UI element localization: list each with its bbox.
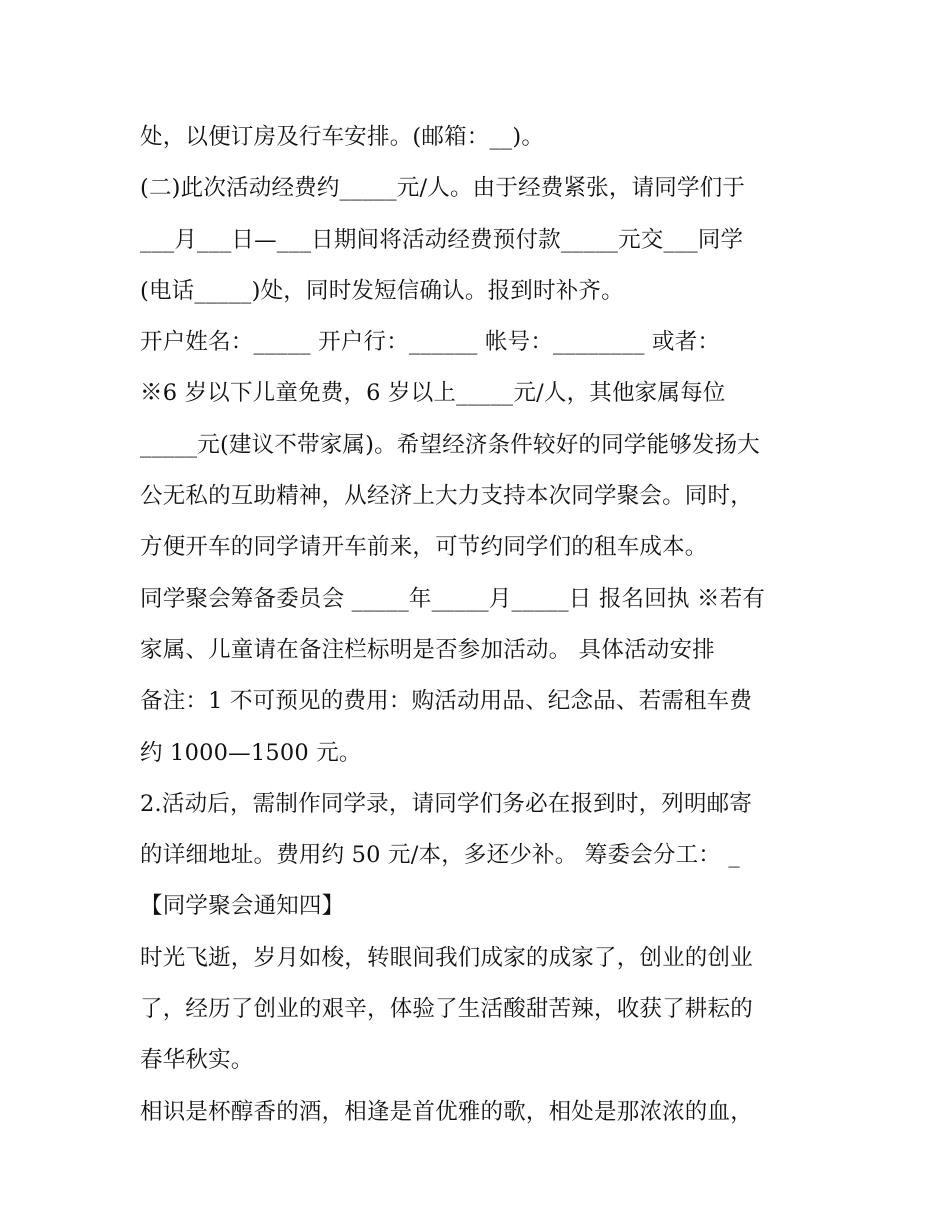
- text-line: 春华秋实。: [140, 1047, 254, 1074]
- text-line: 同学聚会筹备委员会 _____年_____月_____日 报名回执 ※若有: [140, 585, 766, 612]
- document-body: [140, 112, 820, 1138]
- text-line: 约 1000—1500 元。: [140, 739, 362, 766]
- section-heading: 【同学聚会通知四】: [140, 893, 345, 920]
- text-line: 家属、儿童请在备注栏标明是否参加活动。 具体活动安排: [140, 636, 715, 663]
- text-line: 开户姓名：_____ 开户行：______ 帐号：________ 或者：: [140, 329, 721, 356]
- text-line: 时光飞逝，岁月如梭，转眼间我们成家的成家了，创业的创业: [140, 944, 753, 971]
- text-line: (二)此次活动经费约_____元/人。由于经费紧张，请同学们于: [140, 175, 746, 202]
- text-line: 相识是杯醇香的酒，相逢是首优雅的歌，相处是那浓浓的血，: [140, 1098, 753, 1125]
- text-line: 处，以便订房及行车安排。(邮箱：__)。: [140, 124, 545, 150]
- text-line: 了，经历了创业的艰辛，体验了生活酸甜苦辣，收获了耕耘的: [140, 996, 753, 1023]
- text-line: 备注：1 不可预见的费用：购活动用品、纪念品、若需租车费: [140, 688, 753, 715]
- text-line: ※6 岁以下儿童免费，6 岁以上_____元/人，其他家属每位: [140, 380, 726, 407]
- text-line: 的详细地址。费用约 50 元/本，多还少补。 筹委会分工： _: [140, 842, 740, 869]
- text-line: _____元(建议不带家属)。希望经济条件较好的同学能够发扬大: [140, 431, 761, 458]
- text-line: 2.活动后，需制作同学录，请同学们务必在报到时，列明邮寄: [140, 790, 753, 817]
- text-line: 公无私的互助精神，从经济上大力支持本次同学聚会。同时，: [140, 483, 753, 510]
- text-line: 方便开车的同学请开车前来，可节约同学们的租车成本。: [140, 534, 708, 561]
- text-line: ___月___日—___日期间将活动经费预付款_____元交___同学: [140, 226, 744, 253]
- text-line: (电话_____)处，同时发短信确认。报到时补齐。: [140, 277, 624, 304]
